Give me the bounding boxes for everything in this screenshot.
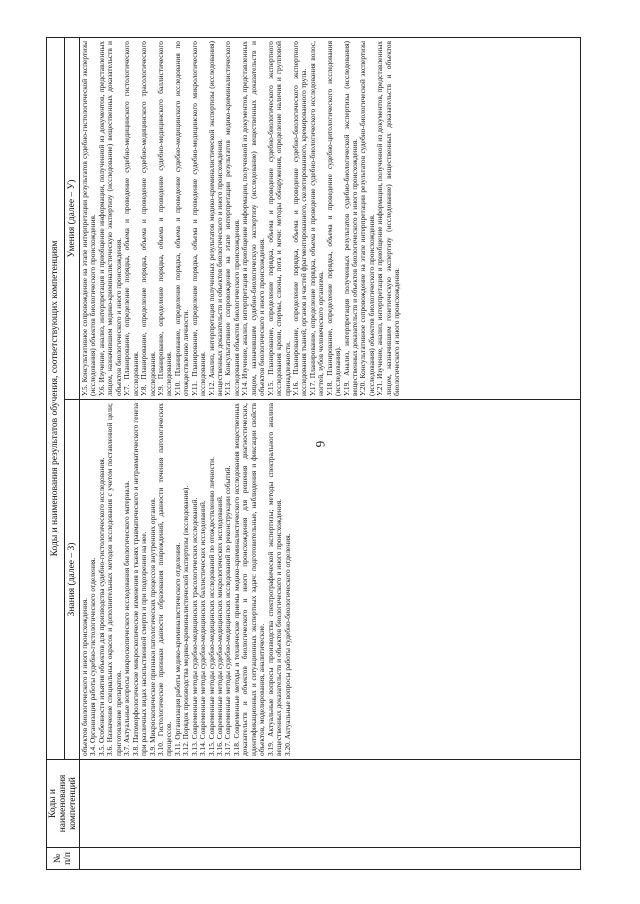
- skill-item: У.18. Планирование, определение порядка, объема и проведение судебно-цитологического исследования (исследования).: [324, 41, 343, 396]
- knowledge-item: З.6. Назначение специальных окрасок и дополнительных методов исследования с учетом поставленной цели; приготовление препаратов.: [105, 403, 123, 756]
- knowledge-item: З.11. Организация работы медико-криминалистического отделения.: [172, 542, 182, 756]
- skill-item: У.7. Планирование, определение порядка, объема и проведение судебно-медицинского гистологического исследования.: [122, 41, 140, 396]
- rotated-page-content: [46, 38, 578, 870]
- skill-item: У.5. Консультативное сопровождение на этапе интерпретации результатов судебно-гистологической экспертизы (исследования) объектов биологического происхождения.: [80, 41, 98, 396]
- knowledge-item: З.7. Актуальные вопросы микроскопического исследования биологического материала.: [122, 480, 132, 756]
- skill-item: У.12. Анализ, интерпретация полученных результатов медико-криминалистической экспертизы (исследования) вещественных доказательств и объектов биологического и иного происхождения.: [206, 41, 224, 396]
- knowledge-item: З.16. Современные методы судебно-медицинских микрологических исследований.: [215, 495, 224, 756]
- knowledge-item: З.4. Организация работы судебно-гистологического отделения.: [88, 557, 98, 756]
- knowledge-item: З.12. Порядок производства медико-криминалистической экспертизы (исследования).: [181, 485, 191, 756]
- skill-item: У.6. Изучение, анализ, интерпретация и приобщение информации, полученной из документов, представленных лицом, назначившим медико-криминалистическую экспертизу (исследование) вещественных доказательств и объектов биологического и иного происхождения.: [96, 41, 123, 396]
- skill-item: У.14. Изучение, анализ, интерпретация и приобщение информации, полученной из документов, представленных лицом, назначившим судебно-биологическую экспертизу (исследование) вещественных доказательств и объектов биологического и иного происхождения.: [240, 41, 267, 396]
- knowledge-item: З.18. Современные методы и технические приемы медико-криминалистического исследования вещественных доказательств и объектов биологического и иного происхождения для решения диагностических, идентификационных и ситуационных экспертных задач: подготовительные, наблюдения и фиксации свойств объектов, моделирования, аналитические.: [231, 403, 267, 756]
- knowledge-item: З.13. Современные методы судебно-медицинских трасологических исследований.: [189, 497, 199, 756]
- header-competencies: Коды и наименования компетенций: [47, 760, 80, 848]
- skill-item: У.17. Планирование, определение порядка, объема и проведение судебно-биологического исследования волос, ногтей, зубов человеческого организма.: [307, 41, 326, 396]
- skill-item: У.16. Планирование, определение порядка, объема и проведение судебно-биологического экспертного исследования тканей, органов и частей фрагментированного, скелетированного, кремированного трупа.: [290, 41, 309, 396]
- page-number: 6: [313, 440, 328, 448]
- knowledge-item: З.9. Микроскопические признаки патологических процессов внутренних органов.: [147, 497, 157, 756]
- knowledge-item: З.19. Актуальные вопросы производства спектрографической экспертизы; методы спектрального анализа вещественных доказательств и объектов биологического и иного происхождения.: [265, 403, 284, 756]
- skill-item: У.10. Планирование, определение порядка, объема и проведение судебно-медицинского исследования по отождествлению личности.: [172, 41, 191, 396]
- skills-list: [81, 41, 402, 396]
- skill-item: У.19. Анализ, интерпретация полученных результатов судебно-биологической экспертизы (исследования) вещественных доказательств и объектов биологического и иного происхождения.: [341, 41, 359, 396]
- cell-number: [80, 848, 581, 870]
- skill-item: У.15. Планирование, определение порядка, объема и проведение судебно-биологического экспертного исследования крови, спермы, слюны, пота и мочи: методы обнаружения, определение наличия и групповой принадлежности.: [265, 41, 292, 396]
- knowledge-item: З.17. Современные методы судебно-медицинских исследований по реконструкции событий.: [223, 465, 233, 756]
- header-skills: Умения (далее – У): [64, 38, 79, 400]
- cell-competencies: [80, 760, 581, 848]
- competency-table: [46, 37, 581, 870]
- skill-item: У.20. Консультативное сопровождение на этапе интерпретации результатов судебно-биологической экспертизы (исследования) объектов биологического происхождения.: [358, 41, 376, 396]
- knowledge-list: [81, 403, 292, 756]
- knowledge-item: З.8. Патоморфологические микроскопические изменения в тканях травматического и нетравматического генеза при различных видах насильственной смерти и при подозрении на нее.: [130, 403, 149, 756]
- skill-item: У.21. Изучение, анализ, интерпретация и приобщение информации, полученной из документов, представленных лицом, назначившим генетическую экспертизу (исследование) вещественных доказательств и объектов биологического и иного происхождения.: [375, 41, 402, 396]
- knowledge-item: З.10. Гистологические признаки давности образования повреждений, давности течения патологических процессов.: [155, 403, 174, 756]
- skill-item: У.9. Планирование, определение порядка, объема и проведение судебно-медицинского баллистического исследования.: [155, 41, 174, 396]
- skill-item: У.8. Планирование, определение порядка, объема и проведение судебно-медицинского трасологического исследования.: [139, 41, 157, 396]
- skill-item: У.13. Консультативное сопровождение на этапе интерпретации результатов медико-криминалистического исследования объектов биологического происхождения.: [223, 41, 241, 396]
- knowledge-item: З.14. Современные методы судебно-медицинских баллистических исследований.: [198, 500, 208, 756]
- knowledge-item: З.20. Актуальные вопросы работы судебно-биологического отделения.: [282, 533, 292, 756]
- knowledge-item: объектов биологического и иного происхождения.: [80, 598, 89, 756]
- cell-knowledge-list: [80, 400, 581, 760]
- header-number: № п/п: [47, 848, 80, 870]
- header-learning-results: Коды и наименования результатов обучения, соответствующих компетенциям: [47, 38, 65, 760]
- header-knowledge: Знания (далее – З): [64, 400, 79, 760]
- cell-skills-list: [80, 38, 581, 400]
- skill-item: У.11. Планирование, определение порядка, объема и проведение судебно-медицинского микрологического исследования.: [189, 41, 208, 396]
- knowledge-item: З.15. Современные методы судебно-медицинских исследований по отождествлению личности.: [206, 457, 216, 756]
- knowledge-item: З.5. Особенности изъятия объектов для производства судебно-гистологического исследования.: [96, 457, 106, 756]
